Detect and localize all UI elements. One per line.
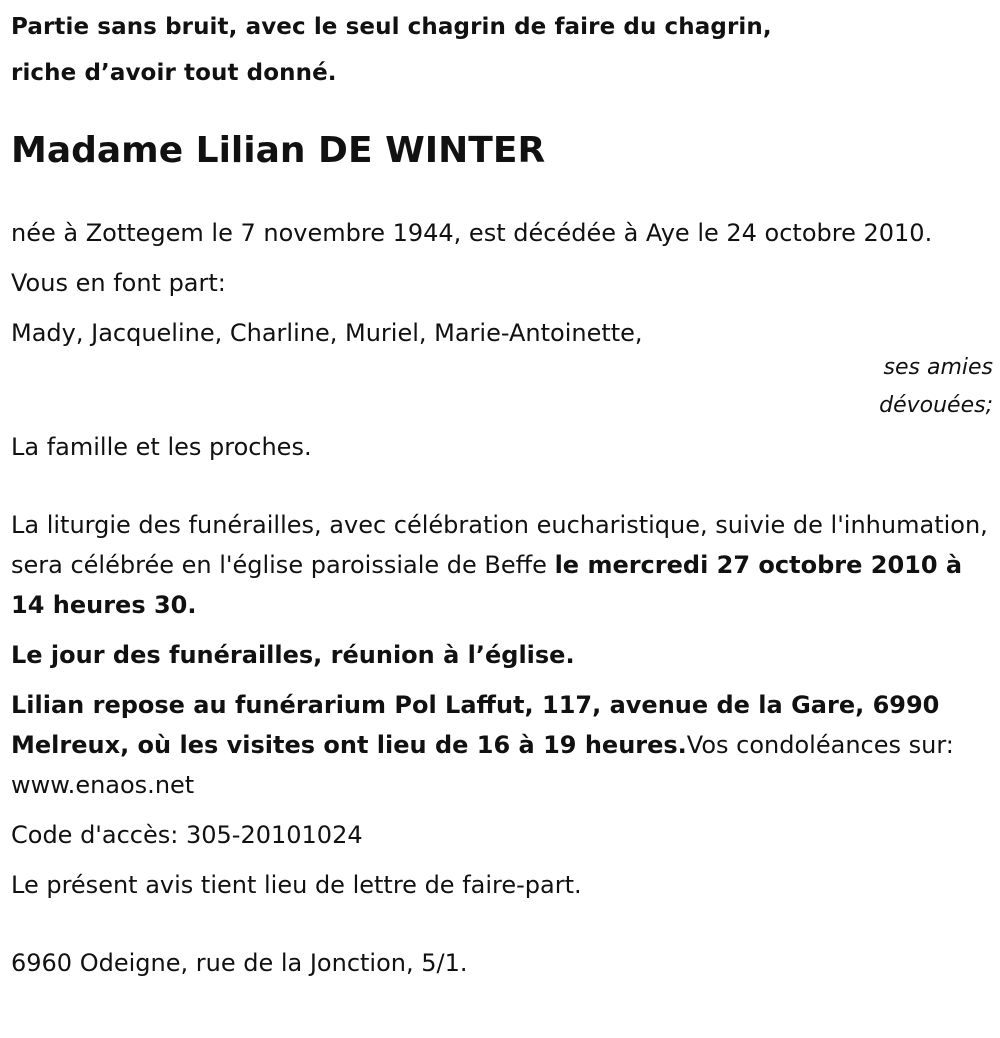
notice-text: Le présent avis tient lieu de lettre de faire-part. — [11, 871, 582, 899]
friends-role-line-2: dévouées; — [879, 393, 993, 418]
meeting-text: Le jour des funérailles, réunion à l’église. — [11, 641, 575, 669]
friends-role — [11, 349, 993, 425]
friends-names: Mady, Jacqueline, Charline, Muriel, Marie-Antoinette, — [11, 319, 643, 347]
epigraph-line-1: Partie sans bruit, avec le seul chagrin de faire du chagrin, — [11, 14, 772, 40]
family-line: La famille et les proches. — [11, 433, 312, 461]
liturgy-paragraph — [11, 505, 991, 625]
birth-death-info: née à Zottegem le 7 novembre 1944, est décédée à Aye le 24 octobre 2010. — [11, 219, 933, 247]
liturgy-date: le mercredi 27 octobre 2010 à 14 heures 30. — [11, 551, 963, 619]
announcement-intro: Vous en font part: — [11, 269, 226, 297]
epigraph-line-2: riche d’avoir tout donné. — [11, 60, 337, 86]
funeral-home-info — [11, 685, 991, 805]
obituary-notice — [11, 0, 991, 983]
friends-role-line-1: ses amies — [883, 355, 993, 380]
family-address: 6960 Odeigne, rue de la Jonction, 5/1. — [11, 949, 468, 977]
access-code: Code d'accès: 305-20101024 — [11, 821, 363, 849]
funeral-home-text: Lilian repose au funérarium Pol Laffut, 117, avenue de la Gare, 6990 Melreux, où les visites ont lieu de 16 à 19 heures. — [11, 691, 940, 759]
deceased-name: Madame Lilian DE WINTER — [11, 130, 546, 171]
epigraph — [11, 4, 991, 96]
condolences-text: Vos condoléances sur: www.enaos.net — [11, 731, 954, 799]
meeting-info — [11, 635, 991, 675]
liturgy-text: La liturgie des funérailles, avec célébration eucharistique, suivie de l'inhumation, sera célébrée en l'église paroissiale de Beffe — [11, 511, 988, 579]
